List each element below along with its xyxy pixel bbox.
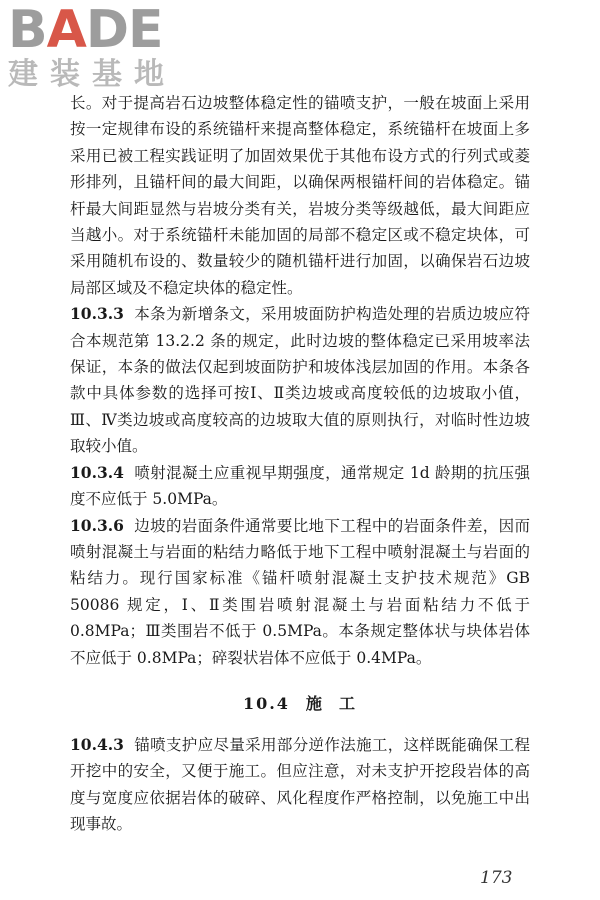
clause-number: 10.3.4 xyxy=(70,462,124,482)
paragraph-text: 长。对于提高岩石边坡整体稳定性的锚喷支护，一般在坡面上采用按一定规律布设的系统锚杆来提高整体稳定，系统锚杆在坡面上多采用已被工程实践证明了加固效果优于其他布设方式的行列式或菱形排列，且锚杆间的最大间距，以确保两根锚杆间的岩体稳定。锚杆最大间距显然与岩坡分类有关，岩坡分类等级越低，最大间距应当越小。对于系统锚杆未能加固的局部不稳定区或不稳定块体，可采用随机布设的、数量较少的随机锚杆进行加固，以确保岩石边坡局部区域及不稳定块体的稳定性。 xyxy=(70,94,530,297)
clause-number: 10.3.6 xyxy=(70,515,124,535)
section-number: 10.4 xyxy=(242,693,290,713)
section-heading xyxy=(70,691,530,714)
clause-10-3-6 xyxy=(70,513,530,671)
section-title: 施 工 xyxy=(305,693,358,713)
clause-number: 10.3.3 xyxy=(70,304,124,324)
paragraph-continuation xyxy=(70,90,530,301)
page-number: 173 xyxy=(480,868,513,888)
clause-10-3-3 xyxy=(70,301,530,459)
paragraph-text: 喷射混凝土应重视早期强度，通常规定 1d 龄期的抗压强度不应低于 5.0MPa。 xyxy=(70,463,530,509)
paragraph-text: 本条为新增条文，采用坡面防护构造处理的岩质边坡应符合本规范第 13.2.2 条的规定，此时边坡的整体稳定已采用坡率法保证，本条的做法仅起到坡面防护和坡体浅层加固的作用。本条各款中具体参数的选择可按Ⅰ、Ⅱ类边坡或高度较低的边坡取小值，Ⅲ、Ⅳ类边坡或高度较高的边坡取大值的原则执行，对临时性边坡取较小值。 xyxy=(70,305,530,456)
clause-number: 10.4.3 xyxy=(70,734,124,754)
brand-logo-text: BADE xyxy=(8,0,163,60)
clause-10-3-4 xyxy=(70,460,530,513)
clause-10-4-3 xyxy=(70,732,530,838)
brand-logo-subtitle: 建装基地 xyxy=(8,57,176,92)
paragraph-text: 锚喷支护应尽量采用部分逆作法施工，这样既能确保工程开挖中的安全，又便于施工。但应注意，对未支护开挖段岩体的高度与宽度应依据岩体的破碎、风化程度作严格控制，以免施工中出现事故。 xyxy=(70,735,530,834)
document-body xyxy=(70,90,530,838)
paragraph-text: 边坡的岩面条件通常要比地下工程中的岩面条件差，因而喷射混凝土与岩面的粘结力略低于地下工程中喷射混凝土与岩面的粘结力。现行国家标准《锚杆喷射混凝土支护技术规范》GB 50086 规定，Ⅰ、Ⅱ类围岩喷射混凝土与岩面粘结力不低于 0.8MPa；Ⅲ类围岩不低于 0.5MPa。本条规定整体状与块体岩体不应低于 0.8MPa；碎裂状岩体不应低于 0.4MPa。 xyxy=(70,516,530,667)
watermark-logo xyxy=(8,0,178,94)
